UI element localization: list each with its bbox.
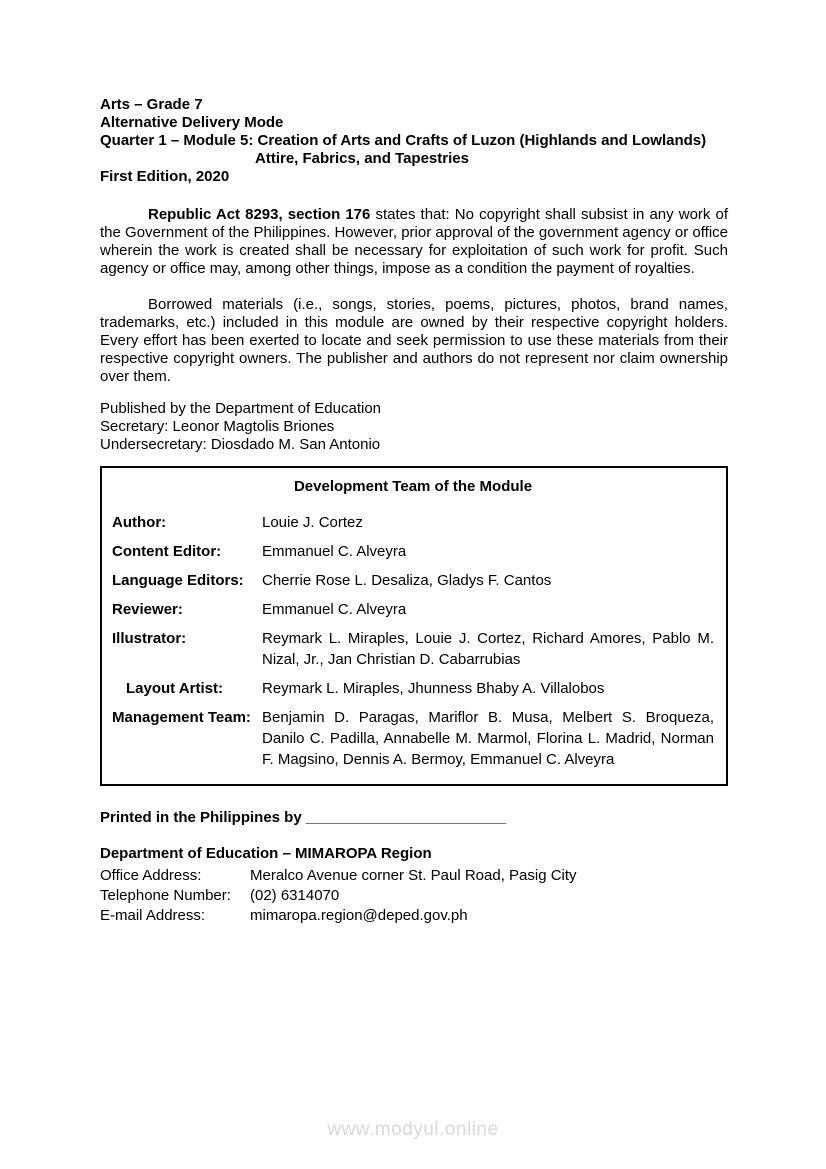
printed-label: Printed in the Philippines by: [100, 809, 302, 826]
team-row-label: Content Editor:: [112, 543, 222, 560]
team-row-label: Illustrator:: [112, 630, 187, 647]
contact-row-label: Office Address:: [100, 867, 202, 884]
team-row-language-editors: [112, 570, 714, 591]
team-row-value: Reymark L. Miraples, Louie J. Cortez, Richard Amores, Pablo M. Nizal, Jr., Jan Christian D. Cabarrubias: [262, 630, 714, 668]
copyright-paragraph-1: [100, 206, 728, 278]
republic-act-lead: Republic Act 8293, section 176: [148, 206, 371, 223]
team-row-label: Language Editors:: [112, 572, 244, 589]
copyright-paragraph-1-text: states that: No copyright shall subsist in any work of the Government of the Philippines. However, prior approval of the government agency or office wherein the work is created shall be necessary for exploitation of such work for profit. Such agency or office may, among other things, impose as a condition the payment of royalties.: [100, 206, 728, 277]
team-row-value: Benjamin D. Paragas, Mariflor B. Musa, Melbert S. Broqueza, Danilo C. Padilla, Annabelle M. Marmol, Florina L. Madrid, Norman F. Magsino, Dennis A. Bermoy, Emmanuel C. Alveyra: [262, 709, 714, 768]
team-row-label: Author:: [112, 514, 167, 531]
module-header: [100, 96, 728, 186]
contact-row-value: Meralco Avenue corner St. Paul Road, Pasig City: [250, 867, 577, 884]
team-row-illustrator: [112, 628, 714, 670]
team-row-label: Reviewer:: [112, 601, 183, 618]
module-title: Quarter 1 – Module 5: Creation of Arts and Crafts of Luzon (Highlands and Lowlands): [100, 132, 707, 149]
team-row-value: Cherrie Rose L. Desaliza, Gladys F. Cantos: [262, 572, 552, 589]
secretary-line: Secretary: Leonor Magtolis Briones: [100, 418, 335, 435]
team-row-value: Louie J. Cortez: [262, 514, 363, 531]
development-team-title: Development Team of the Module: [293, 478, 533, 495]
contact-row-office-address: [100, 866, 728, 886]
copyright-paragraph-2: Borrowed materials (i.e., songs, stories, poems, pictures, photos, brand names, trademarks, etc.) included in this module are owned by their respective copyright holders. Every effort has been exerted to locate and seek permission to use these materials from their respective copyright owners. The publisher and authors do not represent nor claim ownership over them.: [100, 296, 728, 385]
contact-block: [100, 844, 728, 926]
team-row-author: [112, 512, 714, 533]
published-by-line: Published by the Department of Education: [100, 400, 382, 417]
team-row-reviewer: [112, 599, 714, 620]
deped-region-title: Department of Education – MIMAROPA Region: [100, 845, 432, 862]
team-row-value: Reymark L. Miraples, Jhunness Bhaby A. Villalobos: [262, 680, 605, 697]
contact-row-telephone: [100, 886, 728, 906]
development-team-box: [100, 466, 728, 786]
team-row-value: Emmanuel C. Alveyra: [262, 543, 407, 560]
team-row-value: Emmanuel C. Alveyra: [262, 601, 407, 618]
module-subject: Arts – Grade 7: [100, 96, 203, 113]
contact-row-label: Telephone Number:: [100, 887, 231, 904]
contact-row-value: mimaropa.region@deped.gov.ph: [250, 907, 468, 924]
team-row-label: Management Team:: [112, 709, 251, 726]
team-row-layout-artist: [112, 678, 714, 699]
page-content: [100, 96, 728, 926]
module-title-wrap: Attire, Fabrics, and Tapestries: [255, 150, 469, 167]
contact-row-email: [100, 906, 728, 926]
printed-blank-line: ________________________: [305, 809, 507, 826]
module-edition: First Edition, 2020: [100, 168, 230, 185]
publisher-block: [100, 400, 728, 454]
team-row-management-team: [112, 707, 714, 770]
contact-row-value: (02) 6314070: [250, 887, 340, 904]
team-row-label: Layout Artist:: [126, 680, 223, 697]
team-row-content-editor: [112, 541, 714, 562]
module-mode: Alternative Delivery Mode: [100, 114, 284, 131]
site-watermark: www.modyul.online: [327, 1119, 499, 1140]
contact-row-label: E-mail Address:: [100, 907, 206, 924]
undersecretary-line: Undersecretary: Diosdado M. San Antonio: [100, 436, 381, 453]
printed-in-philippines-line: [100, 808, 728, 827]
